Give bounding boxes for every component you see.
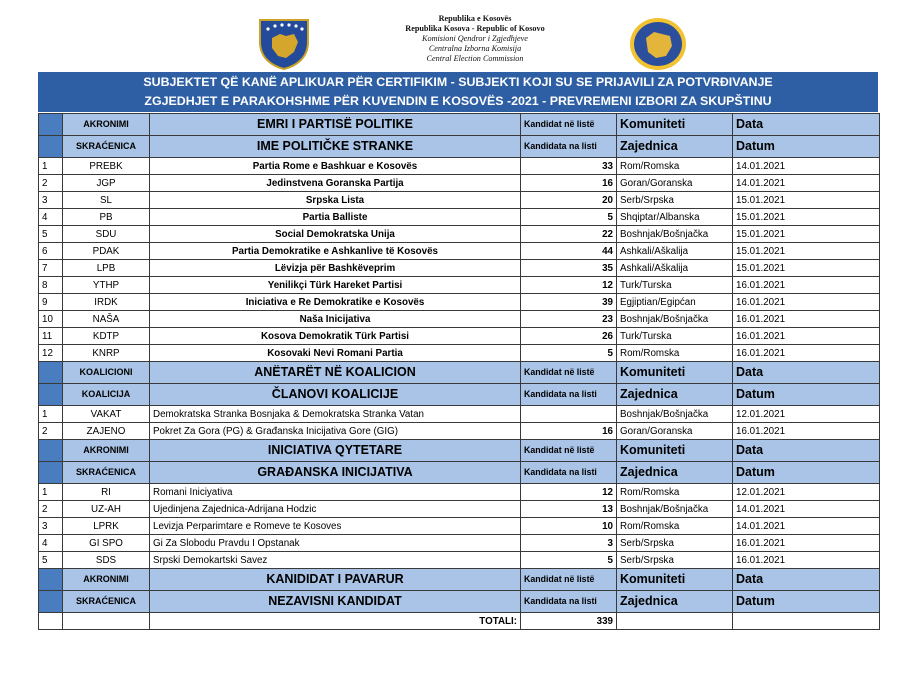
header-date: Datum	[733, 462, 880, 484]
row-acronym: SDS	[63, 552, 150, 569]
row-acronym: SL	[63, 192, 150, 209]
kosovo-emblem-left	[256, 18, 312, 70]
row-candidates: 33	[521, 158, 617, 175]
row-candidates: 5	[521, 209, 617, 226]
header-name: IME POLITIČKE STRANKE	[150, 136, 521, 158]
row-acronym: GI SPO	[63, 535, 150, 552]
row-community: Goran/Goranska	[617, 175, 733, 192]
section-header-row	[39, 462, 880, 484]
row-community: Shqiptar/Albanska	[617, 209, 733, 226]
header-candidates: Kandidata na listi	[521, 384, 617, 406]
row-name: Lëvizja për Bashkëveprim	[150, 260, 521, 277]
header-blank	[39, 114, 63, 136]
header-blank	[39, 136, 63, 158]
row-date: 15.01.2021	[733, 226, 880, 243]
row-name: Srpska Lista	[150, 192, 521, 209]
row-candidates: 16	[521, 423, 617, 440]
row-community: Rom/Romska	[617, 158, 733, 175]
header-name: GRAĐANSKA INICIJATIVA	[150, 462, 521, 484]
header-name: KANIDIDAT I PAVARUR	[150, 569, 521, 591]
row-number: 10	[39, 311, 63, 328]
header-date: Datum	[733, 136, 880, 158]
row-candidates: 13	[521, 501, 617, 518]
row-name: Social Demokratska Unija	[150, 226, 521, 243]
header-community: Zajednica	[617, 591, 733, 613]
table-row	[39, 209, 880, 226]
row-name: Ujedinjena Zajednica-Adrijana Hodzic	[150, 501, 521, 518]
row-community: Goran/Goranska	[617, 423, 733, 440]
table-row	[39, 423, 880, 440]
table-row	[39, 484, 880, 501]
row-candidates: 12	[521, 277, 617, 294]
header-name: EMRI I PARTISË POLITIKE	[150, 114, 521, 136]
title-line-2: ZGJEDHJET E PARAKOHSHME PËR KUVENDIN E KOSOVËS -2021 - PREVREMENI IZBORI ZA SKUPŠTINU	[144, 94, 772, 108]
row-date: 15.01.2021	[733, 192, 880, 209]
section-header-row	[39, 440, 880, 462]
totals-row	[39, 613, 880, 630]
row-name: Demokratska Stranka Bosnjaka & Demokratska Stranka Vatan	[150, 406, 521, 423]
row-candidates: 22	[521, 226, 617, 243]
header-date: Data	[733, 569, 880, 591]
table-row	[39, 175, 880, 192]
header-community: Komuniteti	[617, 569, 733, 591]
table-row	[39, 501, 880, 518]
table-row	[39, 535, 880, 552]
header-community: Zajednica	[617, 384, 733, 406]
row-community: Serb/Srpska	[617, 535, 733, 552]
org-line-2: Republika Kosova - Republic of Kosovo	[405, 24, 545, 33]
row-date: 14.01.2021	[733, 501, 880, 518]
table-row	[39, 345, 880, 362]
row-date: 12.01.2021	[733, 484, 880, 501]
row-candidates: 23	[521, 311, 617, 328]
row-community: Serb/Srpska	[617, 552, 733, 569]
row-candidates: 44	[521, 243, 617, 260]
row-name: Gi Za Slobodu Pravdu I Opstanak	[150, 535, 521, 552]
header-abbr: SKRAĆENICA	[63, 462, 150, 484]
header-abbr: AKRONIMI	[63, 114, 150, 136]
row-candidates: 16	[521, 175, 617, 192]
row-name: Partia Balliste	[150, 209, 521, 226]
header-date: Datum	[733, 384, 880, 406]
table-row	[39, 518, 880, 535]
row-number: 5	[39, 552, 63, 569]
row-number: 1	[39, 484, 63, 501]
table-row	[39, 277, 880, 294]
row-name: Jedinstvena Goranska Partija	[150, 175, 521, 192]
header-candidates: Kandidat në listë	[521, 114, 617, 136]
row-name: Naša Inicijativa	[150, 311, 521, 328]
row-date: 16.01.2021	[733, 345, 880, 362]
row-community: Rom/Romska	[617, 518, 733, 535]
document-header	[0, 0, 900, 72]
row-number: 11	[39, 328, 63, 345]
row-candidates: 20	[521, 192, 617, 209]
header-blank	[39, 462, 63, 484]
row-number: 1	[39, 406, 63, 423]
table-row	[39, 552, 880, 569]
header-abbr: SKRAĆENICA	[63, 591, 150, 613]
row-acronym: NAŠA	[63, 311, 150, 328]
row-date: 14.01.2021	[733, 175, 880, 192]
row-date: 16.01.2021	[733, 423, 880, 440]
header-abbr: KOALICIONI	[63, 362, 150, 384]
row-name: Srpski Demokartski Savez	[150, 552, 521, 569]
header-name: ČLANOVI KOALICIJE	[150, 384, 521, 406]
header-candidates: Kandidat në listë	[521, 569, 617, 591]
header-name: NEZAVISNI KANDIDAT	[150, 591, 521, 613]
totals-blank-4	[733, 613, 880, 630]
header-candidates: Kandidata na listi	[521, 136, 617, 158]
row-date: 16.01.2021	[733, 535, 880, 552]
header-community: Zajednica	[617, 462, 733, 484]
row-candidates: 5	[521, 345, 617, 362]
row-acronym: RI	[63, 484, 150, 501]
row-date: 16.01.2021	[733, 311, 880, 328]
row-name: Pokret Za Gora (PG) & Građanska Inicijativa Gore (GIG)	[150, 423, 521, 440]
row-acronym: KDTP	[63, 328, 150, 345]
totals-value: 339	[521, 613, 617, 630]
org-line-3: Komisioni Qendror i Zgjedhjeve	[422, 34, 528, 43]
row-acronym: UZ-AH	[63, 501, 150, 518]
row-candidates: 39	[521, 294, 617, 311]
totals-blank-1	[39, 613, 63, 630]
row-number: 12	[39, 345, 63, 362]
row-candidates: 35	[521, 260, 617, 277]
row-community: Turk/Turska	[617, 328, 733, 345]
row-candidates	[521, 406, 617, 423]
section-header-row	[39, 114, 880, 136]
row-date: 16.01.2021	[733, 277, 880, 294]
header-candidates: Kandidat në listë	[521, 362, 617, 384]
header-abbr: AKRONIMI	[63, 440, 150, 462]
row-acronym: LPB	[63, 260, 150, 277]
row-number: 2	[39, 501, 63, 518]
row-candidates: 3	[521, 535, 617, 552]
row-number: 7	[39, 260, 63, 277]
org-line-1: Republika e Kosovës	[438, 14, 512, 23]
row-acronym: IRDK	[63, 294, 150, 311]
row-date: 15.01.2021	[733, 243, 880, 260]
row-number: 4	[39, 535, 63, 552]
row-number: 4	[39, 209, 63, 226]
table-row	[39, 243, 880, 260]
row-date: 15.01.2021	[733, 260, 880, 277]
row-name: Partia Demokratike e Ashkanlive të Kosovës	[150, 243, 521, 260]
section-header-row	[39, 591, 880, 613]
row-candidates: 26	[521, 328, 617, 345]
row-number: 8	[39, 277, 63, 294]
row-date: 16.01.2021	[733, 552, 880, 569]
row-acronym: YTHP	[63, 277, 150, 294]
section-header-row	[39, 569, 880, 591]
table-row	[39, 260, 880, 277]
row-name: Partia Rome e Bashkuar e Kosovës	[150, 158, 521, 175]
table-row	[39, 192, 880, 209]
row-number: 2	[39, 175, 63, 192]
table-row	[39, 294, 880, 311]
header-name: INICIATIVA QYTETARE	[150, 440, 521, 462]
row-community: Serb/Srpska	[617, 192, 733, 209]
row-date: 14.01.2021	[733, 518, 880, 535]
row-name: Iniciativa e Re Demokratike e Kosovës	[150, 294, 521, 311]
totals-blank-3	[617, 613, 733, 630]
totals-blank-2	[63, 613, 150, 630]
section-header-row	[39, 384, 880, 406]
table-row	[39, 311, 880, 328]
row-community: Boshnjak/Bošnjačka	[617, 226, 733, 243]
row-acronym: VAKAT	[63, 406, 150, 423]
row-date: 12.01.2021	[733, 406, 880, 423]
row-name: Kosovaki Nevi Romani Partia	[150, 345, 521, 362]
totals-label: TOTALI:	[150, 613, 521, 630]
header-blank	[39, 362, 63, 384]
row-number: 2	[39, 423, 63, 440]
header-date: Datum	[733, 591, 880, 613]
cec-seal-right	[628, 16, 688, 72]
row-acronym: SDU	[63, 226, 150, 243]
row-acronym: LPRK	[63, 518, 150, 535]
row-acronym: JGP	[63, 175, 150, 192]
organization-names	[330, 14, 620, 64]
header-date: Data	[733, 362, 880, 384]
applicants-table-body	[39, 114, 880, 630]
row-community: Boshnjak/Bošnjačka	[617, 501, 733, 518]
row-candidates: 12	[521, 484, 617, 501]
row-community: Egjiptian/Egipćan	[617, 294, 733, 311]
row-date: 14.01.2021	[733, 158, 880, 175]
header-date: Data	[733, 440, 880, 462]
row-date: 16.01.2021	[733, 328, 880, 345]
org-line-5: Central Election Commission	[426, 54, 524, 63]
row-acronym: PREBK	[63, 158, 150, 175]
row-community: Rom/Romska	[617, 345, 733, 362]
header-abbr: KOALICIJA	[63, 384, 150, 406]
row-acronym: PDAK	[63, 243, 150, 260]
row-number: 3	[39, 192, 63, 209]
row-name: Kosova Demokratik Türk Partisi	[150, 328, 521, 345]
section-header-row	[39, 136, 880, 158]
row-community: Ashkali/Aškalija	[617, 243, 733, 260]
applicants-table	[38, 113, 880, 630]
row-community: Boshnjak/Bošnjačka	[617, 406, 733, 423]
row-acronym: KNRP	[63, 345, 150, 362]
document-title	[38, 72, 878, 112]
row-number: 3	[39, 518, 63, 535]
row-number: 5	[39, 226, 63, 243]
header-abbr: AKRONIMI	[63, 569, 150, 591]
header-community: Komuniteti	[617, 114, 733, 136]
row-date: 15.01.2021	[733, 209, 880, 226]
header-blank	[39, 384, 63, 406]
row-community: Rom/Romska	[617, 484, 733, 501]
row-candidates: 5	[521, 552, 617, 569]
header-blank	[39, 569, 63, 591]
row-community: Ashkali/Aškalija	[617, 260, 733, 277]
table-row	[39, 158, 880, 175]
header-candidates: Kandidat në listë	[521, 440, 617, 462]
row-candidates: 10	[521, 518, 617, 535]
row-community: Turk/Turska	[617, 277, 733, 294]
row-date: 16.01.2021	[733, 294, 880, 311]
table-row	[39, 328, 880, 345]
row-number: 1	[39, 158, 63, 175]
row-name: Romani Iniciyativa	[150, 484, 521, 501]
table-row	[39, 406, 880, 423]
row-community: Boshnjak/Bošnjačka	[617, 311, 733, 328]
header-blank	[39, 591, 63, 613]
row-name: Yenilikçi Türk Hareket Partisi	[150, 277, 521, 294]
header-community: Zajednica	[617, 136, 733, 158]
header-name: ANËTARËT NË KOALICION	[150, 362, 521, 384]
header-blank	[39, 440, 63, 462]
header-candidates: Kandidata na listi	[521, 591, 617, 613]
row-acronym: ZAJENO	[63, 423, 150, 440]
header-date: Data	[733, 114, 880, 136]
header-candidates: Kandidata na listi	[521, 462, 617, 484]
row-acronym: PB	[63, 209, 150, 226]
header-community: Komuniteti	[617, 440, 733, 462]
section-header-row	[39, 362, 880, 384]
header-abbr: SKRAĆENICA	[63, 136, 150, 158]
title-line-1: SUBJEKTET QË KANË APLIKUAR PËR CERTIFIKIM - SUBJEKTI KOJI SU SE PRIJAVILI ZA POTVRĐIVANJE	[143, 75, 773, 89]
row-number: 6	[39, 243, 63, 260]
table-row	[39, 226, 880, 243]
row-name: Levizja Perparimtare e Romeve te Kosoves	[150, 518, 521, 535]
row-number: 9	[39, 294, 63, 311]
header-community: Komuniteti	[617, 362, 733, 384]
org-line-4: Centralna Izborna Komisija	[428, 44, 522, 53]
